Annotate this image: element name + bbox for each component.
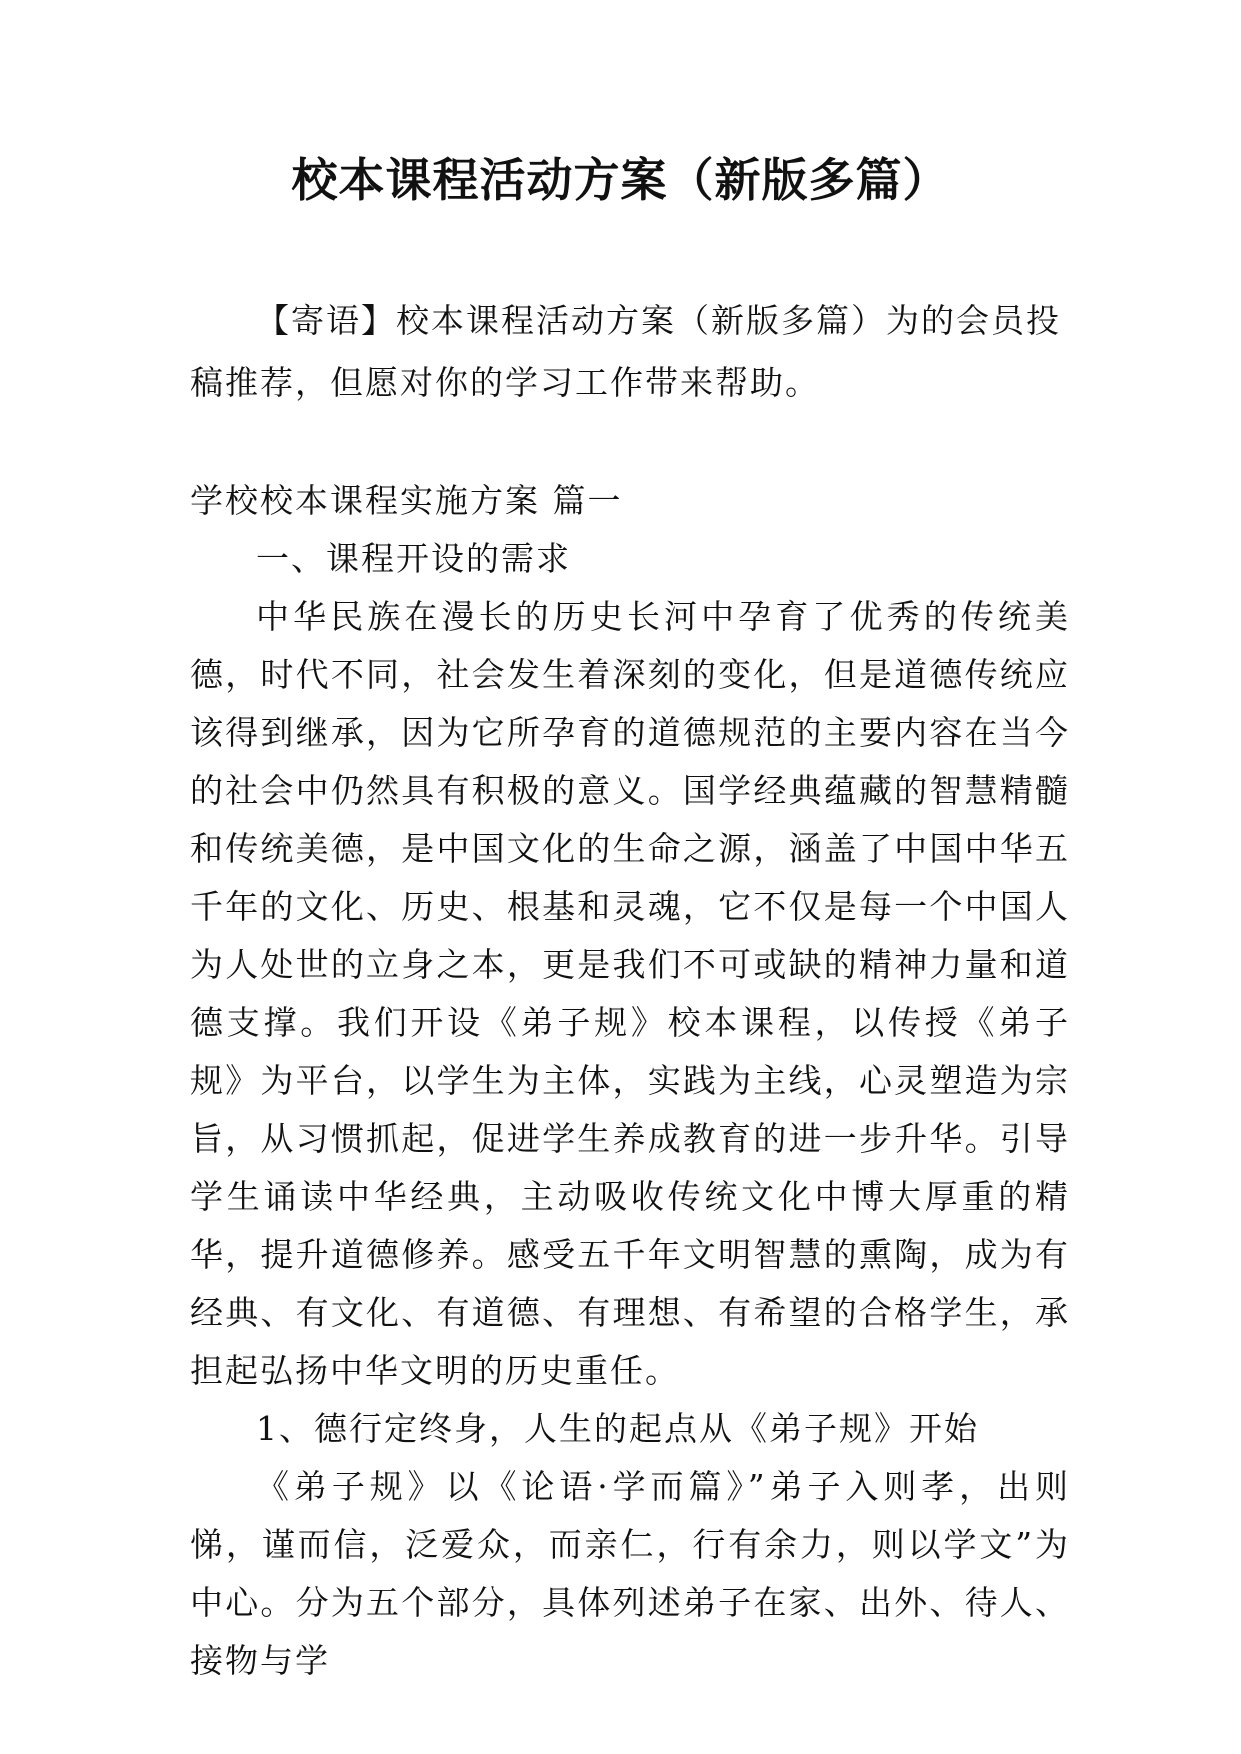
section-title: 学校校本课程实施方案 篇一 <box>190 481 623 520</box>
intro-paragraph: 【寄语】校本课程活动方案（新版多篇）为的会员投稿推荐，但愿对你的学习工作带来帮助。 <box>190 301 1061 402</box>
heading-virtue: 1、德行定终身，人生的起点从《弟子规》开始 <box>256 1409 979 1448</box>
document-body <box>190 290 1070 1690</box>
document-title: 校本课程活动方案（新版多篇） <box>291 153 950 207</box>
body-paragraph-2: 《弟子规》以《论语·学而篇》”弟子入则孝，出则悌，谨而信，泛爱众，而亲仁，行有余力，则以学文”为中心。分为五个部分，具体列述弟子在家、出外、待人、接物与学 <box>190 1467 1070 1680</box>
heading-course-needs: 一、课程开设的需求 <box>256 539 571 578</box>
body-paragraph-1: 中华民族在漫长的历史长河中孕育了优秀的传统美德，时代不同，社会发生着深刻的变化，但是道德传统应该得到继承，因为它所孕育的道德规范的主要内容在当今的社会中仍然具有积极的意义。国学经典蕴藏的智慧精髓和传统美德，是中国文化的生命之源，涵盖了中国中华五千年的文化、历史、根基和灵魂，它不仅是每一个中国人为人处世的立身之本，更是我们不可或缺的精神力量和道德支撑。我们开设《弟子规》校本课程，以传授《弟子规》为平台，以学生为主体，实践为主线，心灵塑造为宗旨，从习惯抓起，促进学生养成教育的进一步升华。引导学生诵读中华经典，主动吸收传统文化中博大厚重的精华，提升道德修养。感受五千年文明智慧的熏陶，成为有经典、有文化、有道德、有理想、有希望的合格学生，承担起弘扬中华文明的历史重任。 <box>190 597 1070 1390</box>
